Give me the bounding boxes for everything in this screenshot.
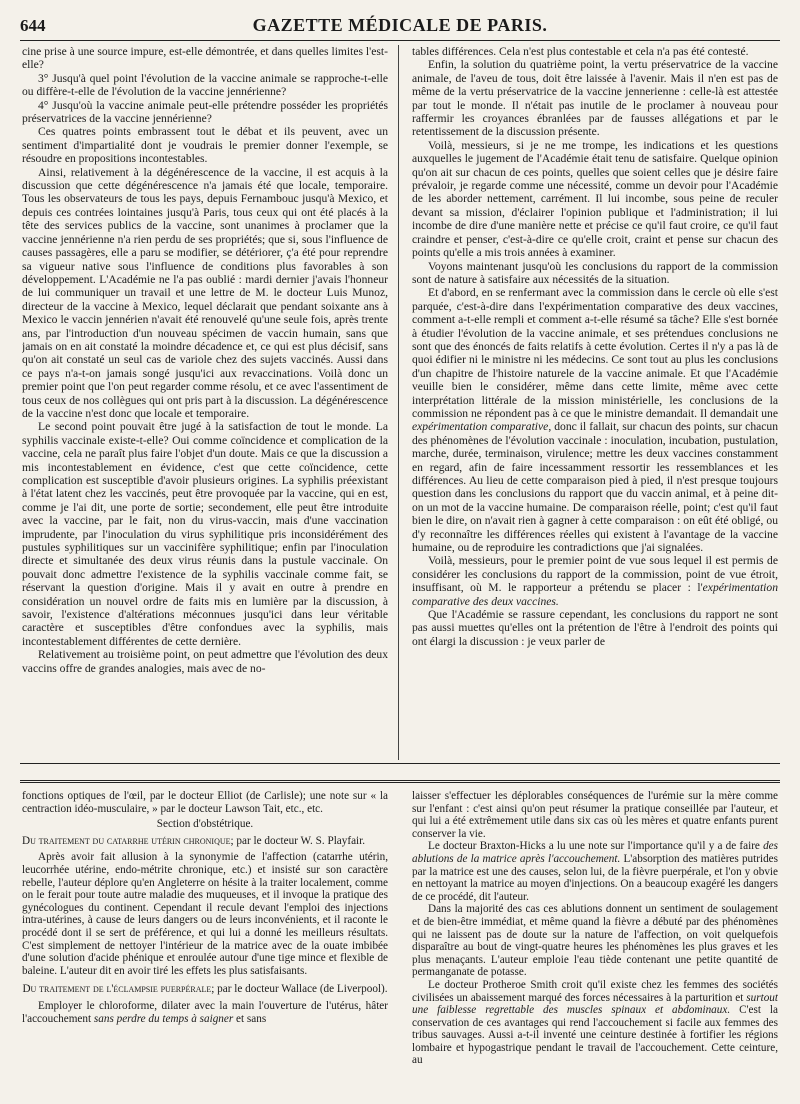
journal-title: GAZETTE MÉDICALE DE PARIS. (252, 15, 548, 35)
article-title-text: Du traitement de l'éclampsie puerpérale (22, 983, 212, 996)
italic-phrase: expérimentation comparative des deux vaccines. (412, 581, 778, 608)
text-run: Et d'abord, en se renfermant avec la commission dans le cercle où elle s'est parquée, c'est-à-dire dans l'expérimentation comparative des deux vaccines, comment a-t-elle rempli et comment a-t-elle résumé sa tâche? Elle s'est bornée à étudier l'évolution de la vaccine animale, et ses prétendues conclusions ne sont que des énoncés de faits relatifs à cette évolution. Certes il n'y a pas là de quoi édifier ni le ministre ni les médecins. Ce sont tout au plus les conclusions d'un chapitre de l'histoire naturele de la vaccine animale. Et que l'Académie veuille bien le considérer, même dans cette limite, même avec cette interprétation littérale de la mission ministérielle, les conclusions de la commission ne répondent pas à ce que le ministre demandait. Il demandait une (412, 286, 778, 420)
paragraph: Après avoir fait allusion à la synonymie de l'affection (catarrhe utérin, leucorrhée utérine, endo-métrite chronique, etc.) et insisté sur son caractère rebelle, l'auteur déplore qu'en Angleterre on hésite à la traiter localement, comme on le ferait pour toute autre maladie des muqueuses, et il invoque la pratique des gynécologues du continent. Cependant il recule devant l'emploi des injections intra-utérines, à cause de leurs dangers ou de leurs inconvénients, et il raconte le procédé dont il se sert de préférence, et qui lui a donné les meilleurs résultats. C'est simplement de nettoyer l'intérieur de la matrice avec de la ouate imbibée d'une solution d'acide phénique et enroulée autour d'une tige mince et flexible de baleine. L'auteur dit en avoir tiré les effets les plus satisfaisants. (22, 851, 388, 977)
italic-phrase: sans perdre du temps à saigner (93, 1012, 234, 1025)
paragraph: fonctions optiques de l'œil, par le docteur Elliot (de Carlisle); une note sur « la centraction idéo-musculaire, » par le docteur Lawson Tait, etc., etc. (22, 790, 388, 815)
article-title (22, 835, 388, 848)
page-header (20, 12, 780, 36)
text-run: C'est la conservation de ces avantages qui rend l'accouchement si facile aux femmes des tribus sauvages. Aussi a-t-il inventé une ceinture destinée à fortifier les régions lombaire et hypogastrique pendant le travail de l'accouchement. Cette ceinture, au (412, 1004, 778, 1067)
paragraph (412, 554, 778, 608)
section-double-rule (20, 780, 780, 783)
header-rule (20, 40, 780, 41)
paragraph: tables différences. Cela n'est plus contestable et cela n'a pas été contesté. (412, 45, 749, 58)
lower-columns (22, 790, 778, 1100)
paragraph (412, 979, 778, 1067)
text-run: L'absorption des matières putrides par la matrice est une des causes, selon lui, de la fièvre puerpérale, et l'on y obvie en nettoyant la matrice au moyen d'injections. On a beaucoup exagéré les dangers de ce procédé, dit l'auteur. (412, 852, 778, 903)
paragraph (22, 1000, 388, 1025)
italic-phrase: des ablutions de la matrice après l'accouchement. (412, 840, 778, 865)
paragraph: 4° Jusqu'où la vaccine animale peut-elle prétendre posséder les propriétés préservatrices de la vaccine jennérienne? (22, 98, 388, 126)
upper-columns (22, 45, 778, 760)
paragraph (412, 840, 778, 903)
lower-right-column (412, 790, 778, 1100)
paragraph: 3° Jusqu'à quel point l'évolution de la vaccine animale se rapproche-t-elle ou diffère-t-elle de l'évolution de la vaccine jennérienne? (22, 71, 388, 99)
article-title (22, 983, 388, 996)
article-author: ; par le docteur W. S. Playfair. (230, 834, 366, 847)
upper-right-column (412, 45, 778, 760)
paragraph: Voyons maintenant jusqu'où les conclusions du rapport de la commission sont de nature à satisfaire aux nécessités de la situation. (412, 259, 778, 286)
text-run: Le docteur Protheroe Smith croit qu'il existe chez les femmes des sociétés civilisées un abaissement marqué des forces nécessaires à la parturition et (412, 978, 778, 1004)
italic-phrase: expérimentation comparative (412, 420, 549, 434)
paragraph: Que l'Académie se rassure cependant, les conclusions du rapport ne sont pas aussi muettes qu'elles ont la prétention de l'être à l'endroit des points qui ont élargi la discussion : je veux parler de (412, 608, 778, 648)
page-number: 644 (20, 16, 46, 35)
paragraph: laisser s'effectuer les déplorables conséquences de l'urémie sur la mère comme sur l'enfant : c'est ainsi qu'on peut résumer la pratique conseillée par l'auteur, et qui lui a été extrêmement utile dans six cas où les mères et quatre enfants purent conserver la vie. (412, 790, 778, 840)
lower-left-column (22, 790, 388, 1100)
article-author: ; par le docteur Wallace (de Liverpool). (211, 983, 388, 996)
paragraph (412, 286, 778, 554)
section-rule (20, 763, 780, 764)
text-run: , donc il fallait, sur chacun des points, sur chacun des phénomènes de l'évolution vaccinale : inoculation, incubation, pustulation, marche, durée, terminaison, virulence; mettre les deux vaccines constamment en regard, afin de faire incessamment ressortir les ressemblances et les différences. Au lieu de cette comparaison pied à pied, il n'est presque toujours question dans les conclusions du rapport que du vaccin animal, et à peine dit-on un mot de la vaccine humaine. De comparaison réelle, point; c'est qu'il faut bien le dire, on n'avait rien à gagner à cette comparaison : on eût été obligé, ou d'y reconnaître les différences réelles qui existent à l'avantage de la vaccine humaine, ou de reproduire les contradictions que j'ai signalées. (412, 420, 778, 555)
text-run: Le docteur Braxton-Hicks a lu une note sur l'importance qu'il y a de faire (428, 840, 764, 853)
paragraph: Ces quatres points embrassent tout le débat et ils peuvent, avec un sentiment d'impartialité dont je voudrais le premier donner l'exemple, se résoudre en propositions incontestables. (22, 125, 388, 166)
paragraph: Ainsi, relativement à la dégénérescence de la vaccine, il est acquis à la discussion que cette dégénérescence n'a jamais été que locale, temporaire. Tous les observateurs de tous les pays, depuis Fernambouc jusqu'à Mexico, et depuis ces contrées lointaines jusqu'à Paris, tous ceux qui ont été placés à la tête des services publics de la vaccine, sont unanimes à proclamer que la vaccine jennérienne n'a rien perdu de ses propriétés; que si, sous l'influence de causes passagères, elle a paru se modifier, se détériorer, ç'a été pour reprendre sa vigueur native sous l'influence de conditions plus favorables à son développement. L'Académie ne l'a pas oublié : mardi dernier j'avais l'honneur de lui communiquer un travail et une lettre de M. le docteur Luis Munoz, directeur de la vaccine à Mexico, lequel déclarait que pendant soixante ans à Mexico le vaccin jennérien n'avait été renouvelé qu'une seule fois, après trente ans, par l'introduction d'un nouveau spécimen de vaccin humain, sans que jamais on en ait constaté la moindre décadence et, ce qui est plus décisif, sans qu'on ait constaté un seul cas de variole chez des sujets vaccinés. Aussi dans ce pays n'a-t-on jamais songé jusqu'ici aux revaccinations. Voilà donc un premier point que l'on peut regarder comme résolu, et ce avec l'assentiment de tous ceux de nos collègues qui ont pris part à la discussion. La dégénérescence de la vaccine n'est donc que locale et temporaire. (22, 165, 388, 420)
text-run: Employer le chloroforme, dilater avec la main l'ouverture de l'utérus, hâter l'accouchement (22, 999, 388, 1025)
upper-left-column (22, 45, 388, 760)
paragraph: Dans la majorité des cas ces ablutions donnent un sentiment de soulagement et de bien-être immédiat, et même quand la fièvre a débuté par des phénomènes qui ne laissent pas de doute sur la nature de l'affection, on voit quelquefois disparaître au bout de vingt-quatre heures les phénomènes les plus graves et les plus menaçants. L'auteur emploie l'eau tiède contenant une petite quantité de permanganate de potasse. (412, 903, 778, 979)
paragraph: Le second point pouvait être jugé à la satisfaction de tout le monde. La syphilis vaccinale existe-t-elle? Oui comme coïncidence et complication de la vaccine, cela ne paraît plus faire l'objet d'un doute. Mais ce que la discussion a mis incontestablement en évidence, c'est que cette coïncidence, cette complication est susceptible d'avoir plusieurs origines. La syphilis préexistant à l'état latent chez les vaccinés, peut être provoquée par la vaccine, qui en est, comme je l'ai dit, une porte de sortie; secondement, elle peut être introduite avec la vaccine, par le fait, non du virus-vaccin, mais d'une vaccination imprudente, par l'inoculation du virus syphilitique pris inconsidérément des pustules syphilitiques sur un vaccinifère syphilitique; enfin par l'inoculation directe et simultanée des deux virus réunis dans la pustule vaccinale. On pouvait donc admettre l'existence de la syphilis vaccinale comme fait, se réservant la question d'origine. Mais il y avait en outre à prendre en considération un nouvel ordre de faits mis en lumière par la discussion, à savoir, l'existence d'altérations méconnues jusqu'ici dans leur véritable caractère et susceptibles d'être confondues avec la syphilis, mais incontestablement différentes de cette dernière. (22, 420, 388, 648)
paragraph: Enfin, la solution du quatrième point, la vertu préservatrice de la vaccine animale, de l'aveu de tous, doit être laissée à l'avenir. Mais il n'en est pas de même de la vertu préservatrice de la vaccine jennerienne : celle-là est attestée par tout le monde. Il n'était pas inutile de le proclamer à nouveau pour raffermir les croyances ébranlées par de fausses allégations et par le retentissement de la discussion présente. (412, 58, 778, 139)
paragraph: Relativement au troisième point, on peut admettre que l'évolution des deux vaccins offre de grandes analogies, mais avec de no- (22, 648, 388, 675)
article-title-text: Du traitement du catarrhe utérin chronique (22, 834, 231, 847)
section-heading: Section d'obstétrique. (156, 818, 254, 831)
text-run: et sans (233, 1012, 267, 1025)
paragraph: Voilà, messieurs, si je ne me trompe, les indications et les questions auxquelles le jugement de l'Académie était tenu de satisfaire. Quelque opinion qu'on ait sur chacun de ces points, quelles que soient celles que je désire faire prévaloir, je regarde comme une nécessité, comme un devoir pour l'Académie de les aborder nettement, carrément. Il lui incombe, sous peine de reculer devant sa mission, d'éclairer l'opinion publique et l'administration; il lui incombe de dire d'une manière nette et précise ce qu'il faut croire, ce qu'il faut craindre et penser, c'est-à-dire ce qu'elle croit, craint et pense sur chacun des points qu'elle a mis trois années à examiner. (412, 138, 778, 260)
text-run: Voilà, messieurs, pour le premier point de vue sous lequel il est permis de considérer les conclusions du rapport de la commission, point de vue étroit, insuffisant, où M. le rapporteur a prétendu se placer : l' (412, 554, 778, 595)
paragraph: cine prise à une source impure, est-elle démontrée, et dans quelles limites l'est-elle? (22, 45, 388, 72)
italic-phrase: surtout une faiblesse regrettable des muscles spinaux et abdominaux. (412, 991, 778, 1017)
